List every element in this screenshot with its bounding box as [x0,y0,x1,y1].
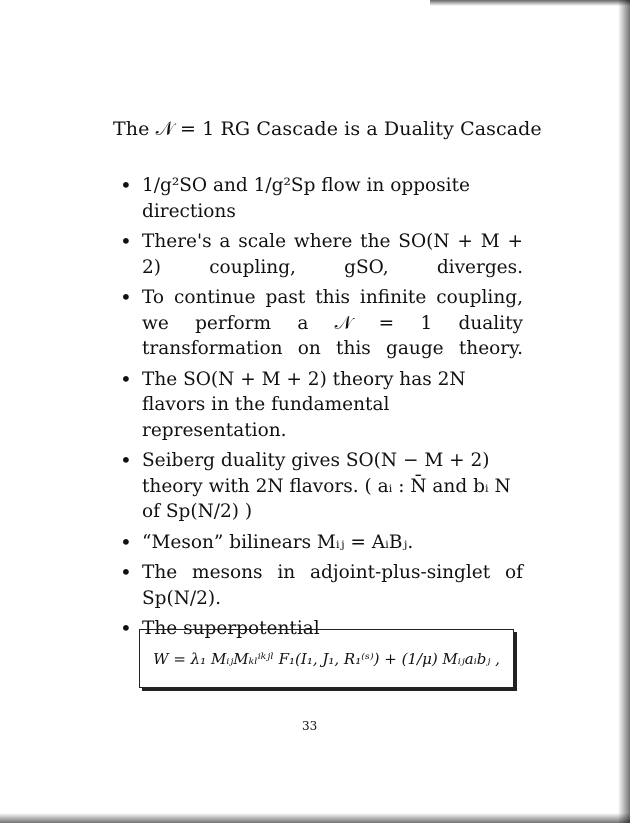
bullet-item: • “Meson” bilinears Mᵢⱼ = AᵢBⱼ. [118,530,523,556]
scan-edge-right [618,0,630,823]
page-number: 33 [302,719,318,733]
superpotential-equation: W = λ₁ MᵢⱼMₖₗⁱᵏʲˡ F₁(I₁, J₁, R₁⁽ˢ⁾) + (1/μ) Mᵢⱼaᵢbⱼ , [153,649,500,668]
scan-edge-bottom [0,813,630,823]
bullet-item: • The mesons in adjoint-plus-singlet of Sp(N/2). [118,560,523,611]
bullet-item: • The SO(N + M + 2) theory has 2N flavors in the fundamental representation. [118,367,523,444]
slide-title: The 𝒩 = 1 RG Cascade is a Duality Cascade [113,118,542,140]
bullet-list [118,173,523,647]
bullet-item: • There's a scale where the SO(N + M + 2) coupling, gSO, diverges. [118,229,523,280]
bullet-item: • Seiberg duality gives SO(N − M + 2) theory with 2N flavors. ( aᵢ : N̄ and bᵢ N of Sp(N/2) ) [118,448,523,525]
equation-box [139,629,514,688]
scan-edge-top [430,0,630,6]
bullet-item: • 1/g²SO and 1/g²Sp flow in opposite directions [118,173,523,224]
bullet-item: • To continue past this infinite coupling, we perform a 𝒩 = 1 duality transformation on this gauge theory. [118,285,523,362]
bullet-item: • The superpotential [118,616,523,642]
